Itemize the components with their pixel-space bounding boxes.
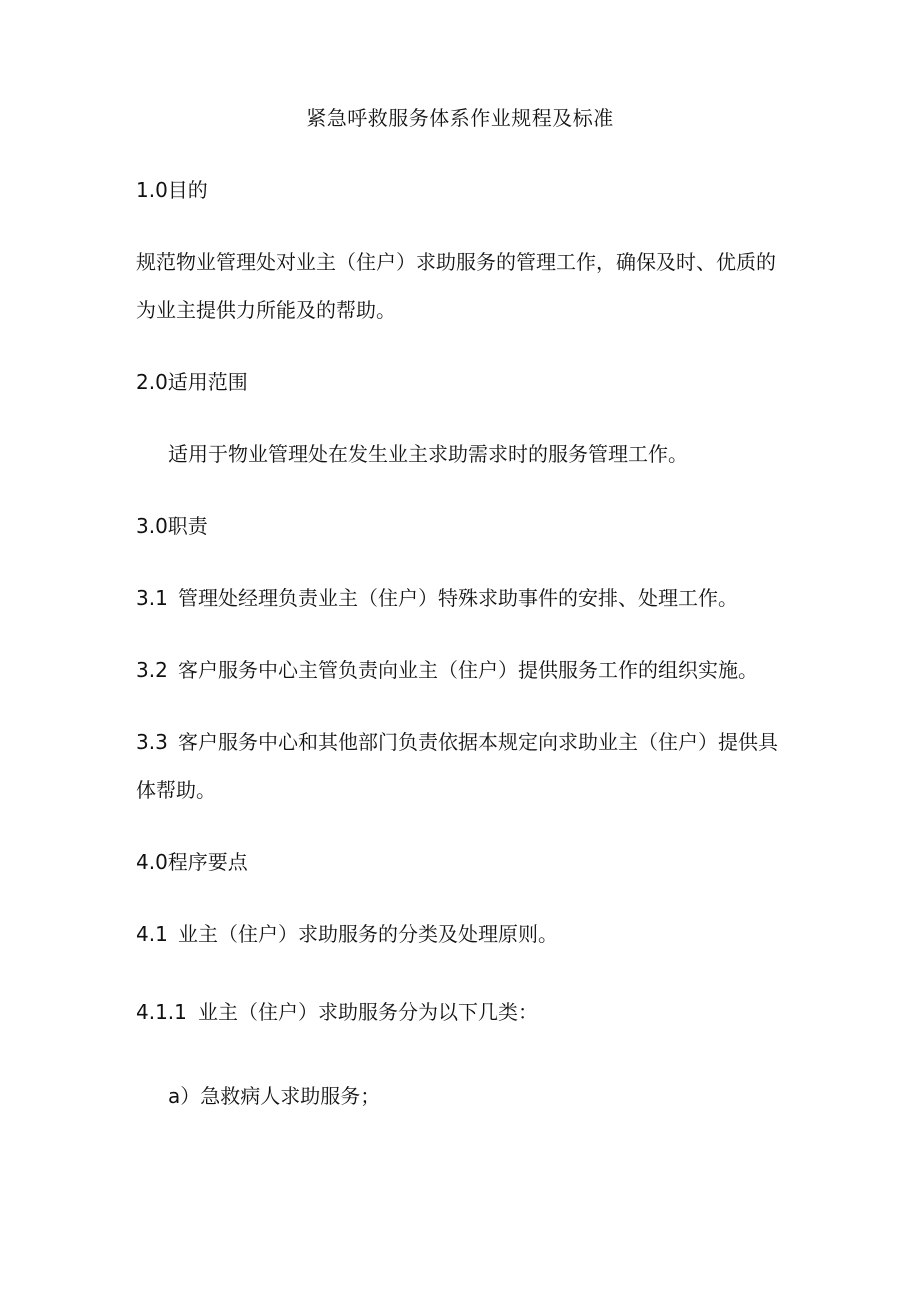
- clause-3-1: [136, 584, 796, 612]
- clause-number: 4.1.1: [136, 1000, 187, 1024]
- clause-text: 客户服务中心和其他部门负责依据本规定向求助业主（住户）提供具: [178, 730, 778, 754]
- section-2-heading: 2.0适用范围: [136, 370, 248, 394]
- clause-number: 3.2: [136, 658, 168, 682]
- section-4-heading: 4.0程序要点: [136, 850, 248, 874]
- clause-3-3-line-2: 体帮助。: [136, 778, 216, 802]
- section-1-body-line-2: 为业主提供力所能及的帮助。: [136, 298, 396, 322]
- list-item-a: a）急救病人求助服务；: [168, 1084, 381, 1108]
- section-2-body: 适用于物业管理处在发生业主求助需求时的服务管理工作。: [168, 442, 688, 466]
- document-title: 紧急呼救服务体系作业规程及标准: [306, 106, 614, 130]
- clause-3-3-line-1: [136, 728, 796, 756]
- clause-number: 4.1: [136, 922, 168, 946]
- clause-text: 业主（住户）求助服务的分类及处理原则。: [178, 922, 558, 946]
- clause-3-2: [136, 656, 796, 684]
- section-3-heading: 3.0职责: [136, 514, 208, 538]
- clause-text: 业主（住户）求助服务分为以下几类：: [198, 1000, 538, 1024]
- clause-4-1: [136, 920, 796, 948]
- clause-text: 管理处经理负责业主（住户）特殊求助事件的安排、处理工作。: [178, 586, 738, 610]
- clause-text: 客户服务中心主管负责向业主（住户）提供服务工作的组织实施。: [178, 658, 758, 682]
- clause-number: 3.3: [136, 730, 168, 754]
- section-1-body-line-1: 规范物业管理处对业主（住户）求助服务的管理工作，确保及时、优质的: [136, 250, 776, 274]
- clause-4-1-1: [136, 998, 796, 1026]
- section-1-heading: 1.0目的: [136, 178, 208, 202]
- clause-number: 3.1: [136, 586, 168, 610]
